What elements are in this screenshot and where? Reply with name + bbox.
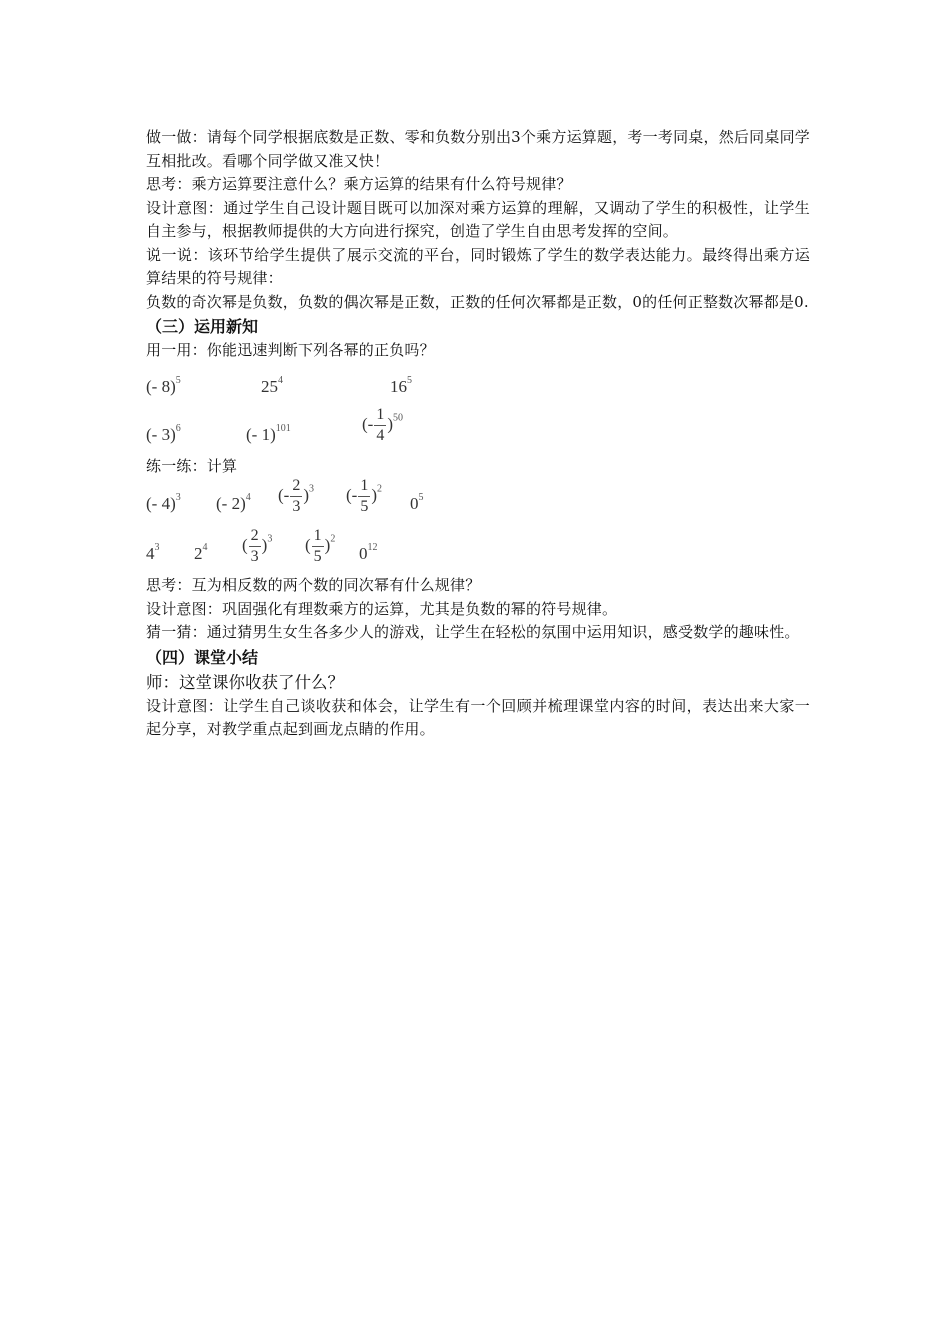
expr-neg8-pow5: (- 8)$^5$: [146, 374, 181, 396]
paragraph-use-it: 用一用：你能迅速判断下列各幂的正负吗？: [146, 341, 435, 359]
expr-neg3-pow6: (- 3)$^6$: [146, 422, 181, 444]
expr-one-fifth-pow2: ( $\frac{1}{5}$ )$^2$: [305, 527, 336, 565]
expr-0-pow5: $0^5$: [410, 492, 424, 513]
expr-0-pow12: $0^{12}$: [359, 542, 378, 563]
section-3-title: （三）运用新知: [146, 317, 259, 336]
fraction-2-3-b: $\frac{2}{3}$: [250, 527, 259, 565]
expr-neg4-pow3: (- 4)$^3$: [146, 492, 181, 513]
expr-two-thirds-pow3: ( $\frac{2}{3}$ )$^3$: [242, 527, 273, 565]
fraction-1-5: $\frac{1}{5}$: [360, 477, 369, 515]
expr-neg2-pow4: (- 2)$^4$: [216, 492, 251, 513]
paragraph-design-intent-3: 设计意图：让学生自己谈收获和体会，让学生有一个回顾并梳理课堂内容的时间，表达出来大家一起分享，对教学重点起到画龙点睛的作用。: [146, 696, 810, 738]
fraction-1-4: $\frac{1}{4}$: [376, 405, 385, 444]
expr-16-pow5: $16^5$: [390, 374, 412, 396]
paragraph-practice: 练一练：计算: [146, 456, 238, 475]
paragraph-say-it: 说一说：该环节给学生提供了展示交流的平台，同时锻炼了学生的数学表达能力。最终得出乘方运算结果的符号规律：: [146, 245, 810, 287]
paragraph-design-intent-1: 设计意图：通过学生自己设计题目既可以加深对乘方运算的理解，又调动了学生的积极性，让学生自主参与，根据教师提供的大方向进行探究，创造了学生自由思考发挥的空间。: [146, 198, 810, 240]
expr-neg-one-fifth-pow2: (- $\frac{1}{5}$ )$^2$: [346, 477, 382, 515]
fraction-2-3: $\frac{2}{3}$: [292, 477, 301, 515]
expr-neg-quarter-pow50: (- $\frac{1}{4}$ )$^{50}$: [362, 405, 403, 444]
fraction-1-5-b: $\frac{1}{5}$: [313, 527, 322, 565]
paragraph-teacher-question: 师：这堂课你收获了什么？: [146, 672, 344, 692]
practice-expressions: [146, 478, 810, 574]
paragraph-think-2: 思考：互为相反数的两个数的同次幂有什么规律？: [146, 576, 481, 594]
paragraph-design-intent-2: 设计意图：巩固强化有理数乘方的运算，尤其是负数的幂的符号规律。: [146, 599, 618, 618]
expr-2-pow4: $2^4$: [194, 542, 208, 563]
paragraph-do-it: 做一做：请每个同学根据底数是正数、零和负数分别出3个乘方运算题，考一考同桌，然后同桌同学互相批改。看哪个同学做又准又快！: [146, 128, 810, 170]
expr-4-pow3: $4^3$: [146, 542, 160, 563]
document-page: [146, 126, 810, 742]
expr-neg-two-thirds-pow3: (- $\frac{2}{3}$ )$^3$: [278, 477, 314, 515]
paragraph-sign-rule: 负数的奇次幂是负数，负数的偶次幂是正数，正数的任何次幂都是正数，0的任何正整数次幂都是0.: [146, 292, 809, 311]
use-it-expressions: [146, 363, 810, 451]
expr-neg1-pow101: (- 1)$^{101}$: [246, 422, 291, 444]
paragraph-guess-it: 猜一猜：通过猜男生女生各多少人的游戏，让学生在轻松的氛围中运用知识，感受数学的趣味性。: [146, 623, 800, 641]
paragraph-think-1: 思考：乘方运算要注意什么？乘方运算的结果有什么符号规律？: [146, 175, 572, 193]
expr-25-pow4: $25^4$: [261, 374, 283, 396]
section-4-title: （四）课堂小结: [146, 647, 259, 667]
